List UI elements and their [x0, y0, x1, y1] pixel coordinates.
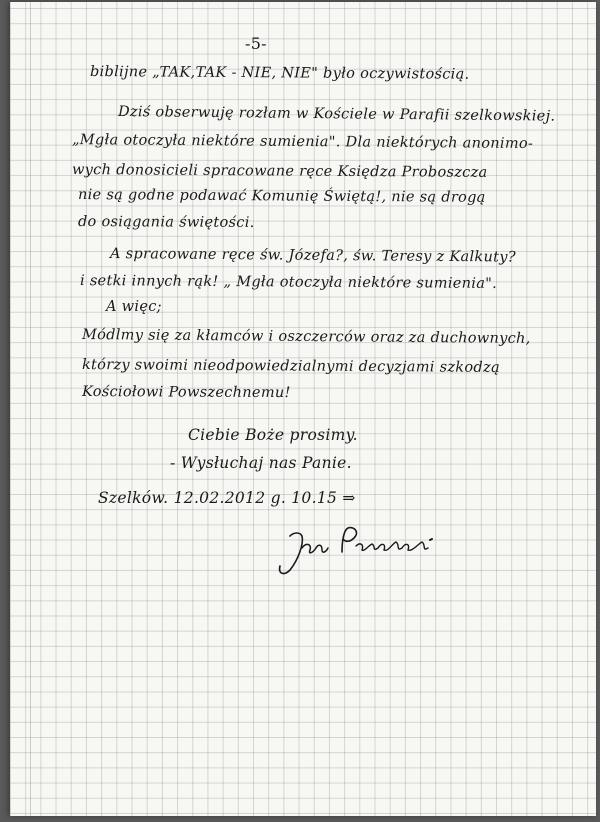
- text-line-8: i setki innych rąk! „ Mgła otoczyła niektóre sumienia".: [79, 273, 498, 292]
- text-line-5: nie są godne podawać Komunię Świętą!, nie są drogą: [77, 187, 486, 206]
- place-date-line: Szelków. 12.02.2012 g. 10.15 ⇒: [98, 489, 356, 507]
- text-line-3: „Mgła otoczyła niektóre sumienia". Dla niektórych anonimo-: [71, 132, 534, 153]
- text-line-6: do osiągania świętości.: [77, 214, 255, 231]
- text-line-1: biblijne „TAK,TAK - NIE, NIE" było oczywistością.: [89, 64, 470, 83]
- prayer-line-2: - Wysłuchaj nas Panie.: [170, 454, 352, 472]
- page-margin-line: [30, 2, 31, 816]
- text-line-4: wych donosicieli spracowane ręce Księdza Proboszcza: [71, 162, 488, 181]
- prayer-line-1: Ciebie Boże prosimy.: [188, 426, 358, 444]
- page-number: -5-: [245, 34, 267, 53]
- text-line-7: A spracowane ręce św. Józefa?, św. Teresy z Kalkuty?: [109, 246, 516, 266]
- text-line-2: Dziś obserwuję rozłam w Kościele w Parafii szelkowskiej.: [117, 104, 556, 125]
- text-line-12: Kościołowi Powszechnemu!: [81, 384, 291, 402]
- notebook-page: [10, 2, 596, 816]
- text-line-9: A więc;: [106, 299, 162, 315]
- text-line-11: którzy swoimi nieodpowiedzialnymi decyzjami szkodzą: [81, 357, 500, 376]
- text-line-10: Módlmy się za kłamców i oszczerców oraz za duchownych,: [81, 327, 531, 347]
- handwritten-signature: [272, 522, 452, 582]
